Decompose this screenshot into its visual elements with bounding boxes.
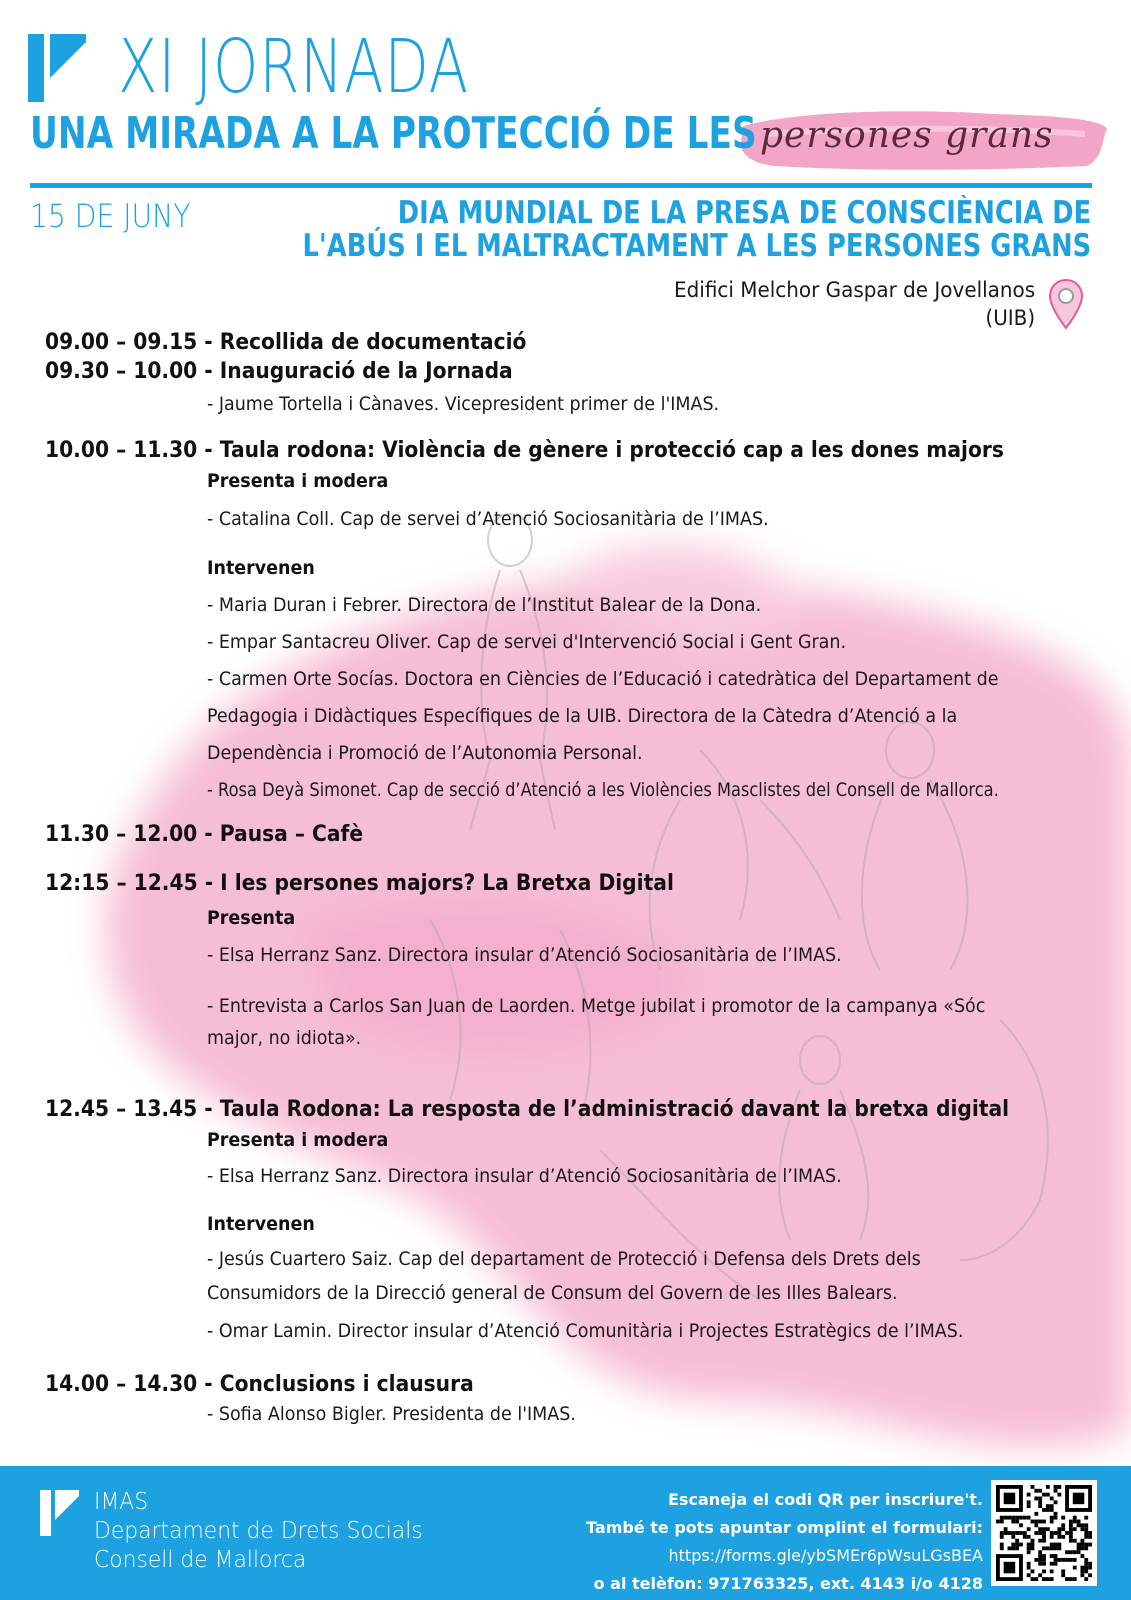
- speaker-line: - Elsa Herranz Sanz. Directora insular d’Atenció Sociosanitària de l’IMAS.: [207, 944, 842, 966]
- speaker-line: - Catalina Coll. Cap de servei d’Atenció Sociosanitària de l’IMAS.: [207, 508, 769, 530]
- speaker-line: Consumidors de la Direcció general de Consum del Govern de les Illes Balears.: [207, 1282, 898, 1304]
- world-day-title: [302, 197, 1091, 263]
- qr-instruction: Escaneja el codi QR per inscriure't.: [668, 1490, 983, 1509]
- agenda-item-break: 11.30 – 12.00 - Pausa – Cafè: [45, 822, 364, 847]
- footer-bar: [0, 1466, 1131, 1600]
- org-council: Consell de Mallorca: [94, 1547, 307, 1573]
- org-acronym: IMAS: [94, 1489, 149, 1515]
- speaker-line: - Empar Santacreu Oliver. Cap de servei d'Intervenció Social i Gent Gran.: [207, 631, 847, 653]
- imas-logo-icon: [40, 1490, 80, 1536]
- phone-info: o al telèfon: 971763325, ext. 4143 i/o 4128: [593, 1574, 983, 1593]
- world-day-title-line2: L'ABÚS I EL MALTRACTAMENT A LES PERSONES GRANS: [302, 228, 1091, 264]
- venue-name: Edifici Melchor Gaspar de Jovellanos: [673, 278, 1035, 302]
- speaker-line: - Rosa Deyà Simonet. Cap de secció d’Atenció a les Violències Masclistes del Consell de Mallorca.: [207, 779, 999, 801]
- role-heading: Intervenen: [207, 557, 315, 579]
- agenda-item-opening: 09.30 – 10.00 - Inauguració de la Jornada: [45, 359, 513, 384]
- event-edition-title: XI JORNADA: [118, 24, 469, 110]
- registration-form-link[interactable]: https://forms.gle/ybSMEr6pWsuLGsBEA: [668, 1546, 983, 1565]
- speaker-line: - Jaume Tortella i Cànaves. Vicepresident primer de l'IMAS.: [207, 393, 720, 415]
- agenda-item-round-table-1: 10.00 – 11.30 - Taula rodona: Violència de gènere i protecció cap a les dones majors: [45, 438, 1004, 463]
- header-divider: [30, 183, 1092, 188]
- imas-logo-icon: [28, 34, 88, 102]
- organization-name: [94, 1488, 423, 1575]
- speaker-line: - Jesús Cuartero Saiz. Cap del departament de Protecció i Defensa dels Drets dels: [207, 1248, 921, 1270]
- speaker-line: major, no idiota».: [207, 1027, 362, 1049]
- agenda-item-digital-gap: 12:15 – 12.45 - I les persones majors? La Bretxa Digital: [45, 871, 674, 896]
- role-heading: Presenta i modera: [207, 470, 389, 492]
- form-instruction: També te pots apuntar omplint el formulari:: [586, 1518, 983, 1537]
- speaker-line: - Omar Lamin. Director insular d’Atenció Comunitària i Projectes Estratègics de l’IMAS.: [207, 1320, 964, 1342]
- speaker-line: - Carmen Orte Socías. Doctora en Ciències de l’Educació i catedràtica del Departament de: [207, 668, 999, 690]
- world-day-title-line1: DIA MUNDIAL DE LA PRESA DE CONSCIÈNCIA DE: [397, 195, 1092, 231]
- role-heading: Presenta: [207, 907, 296, 929]
- speaker-line: - Sofia Alonso Bigler. Presidenta de l'IMAS.: [207, 1403, 576, 1425]
- qr-code-pattern: [996, 1485, 1092, 1581]
- qr-code-icon[interactable]: [991, 1480, 1097, 1586]
- script-subtitle: persones grans: [760, 115, 1054, 156]
- role-heading: Presenta i modera: [207, 1129, 389, 1151]
- speaker-line: - Elsa Herranz Sanz. Directora insular d’Atenció Sociosanitària de l’IMAS.: [207, 1165, 842, 1187]
- speaker-line: - Maria Duran i Febrer. Directora de l’Institut Balear de la Dona.: [207, 594, 762, 616]
- venue-institution: (UIB): [985, 306, 1035, 330]
- event-date: 15 DE JUNY: [30, 197, 191, 235]
- speaker-line: Dependència i Promoció de l’Autonomia Personal.: [207, 742, 643, 764]
- role-heading: Intervenen: [207, 1213, 315, 1235]
- location-pin-icon: [1048, 278, 1084, 330]
- agenda-item-round-table-2: 12.45 – 13.45 - Taula Rodona: La resposta de l’administració davant la bretxa digital: [45, 1097, 1010, 1122]
- venue: [674, 276, 1035, 332]
- registration-info: [586, 1486, 983, 1598]
- org-department: Departament de Drets Socials: [94, 1518, 423, 1544]
- speaker-line: Pedagogia i Didàctiques Específiques de la UIB. Directora de la Càtedra d’Atenció a la: [207, 705, 958, 727]
- event-main-title: UNA MIRADA A LA PROTECCIÓ DE LES: [30, 108, 757, 159]
- speaker-line: - Entrevista a Carlos San Juan de Laorden. Metge jubilat i promotor de la campanya «Sóc: [207, 995, 986, 1017]
- agenda-item-registration: 09.00 – 09.15 - Recollida de documentació: [45, 330, 527, 355]
- agenda-item-closing: 14.00 – 14.30 - Conclusions i clausura: [45, 1372, 474, 1397]
